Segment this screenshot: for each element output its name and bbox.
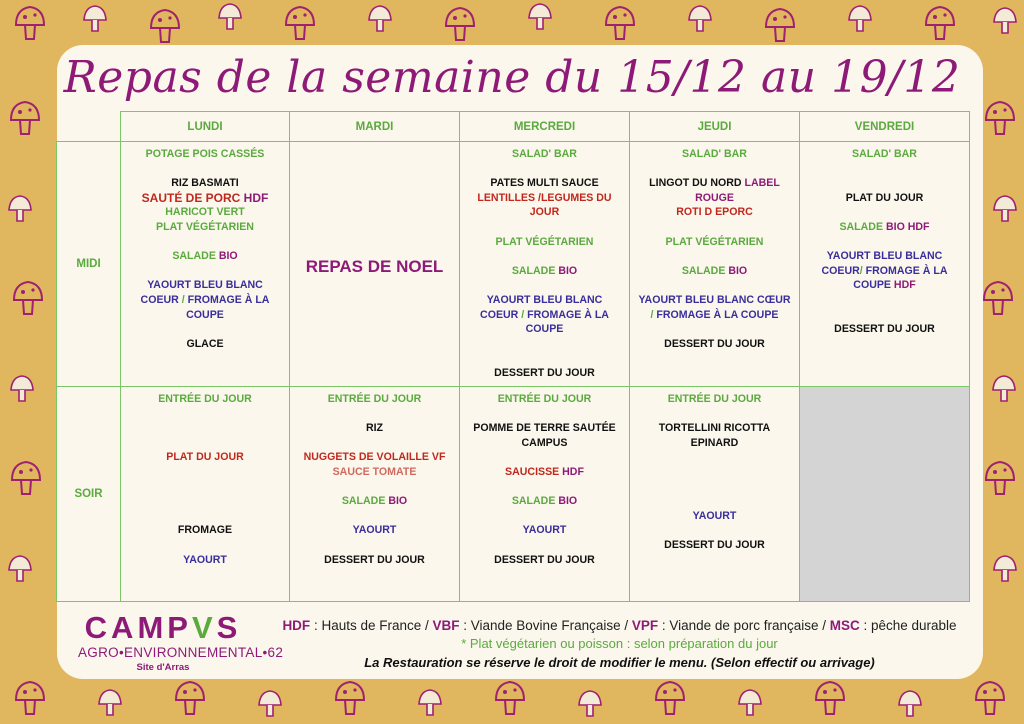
menu-item: [630, 322, 799, 337]
menu-item: [290, 436, 459, 451]
menu-item: PLAT DU JOUR: [166, 451, 244, 464]
menu-item: [290, 509, 459, 524]
menu-item: [121, 235, 289, 250]
menu-item: YAOURT BLEU BLANC: [486, 293, 603, 306]
menu-item: PLAT VÉGÉTARIEN: [156, 220, 254, 233]
menu-item: [460, 480, 629, 495]
menu-item: YAOURT: [692, 509, 737, 522]
menu-item: [800, 176, 969, 191]
day-header-vendredi: VENDREDI: [800, 112, 970, 142]
day-header-row: [57, 112, 970, 142]
menu-item: SAUCE TOMATE: [332, 465, 417, 478]
menu-cell-midi-mardi: [290, 142, 460, 387]
menu-item: SALADE BIO: [511, 495, 578, 508]
menu-item: [290, 407, 459, 422]
menu-item: SALAD' BAR: [512, 148, 577, 160]
menu-cell-soir-mercredi: [460, 387, 630, 602]
menu-item: SALADE BIO: [341, 495, 408, 508]
menu-item: [460, 220, 629, 235]
menu-item: DESSERT DU JOUR: [664, 538, 765, 551]
menu-item: [630, 465, 799, 480]
menu-item: DESSERT DU JOUR: [494, 366, 595, 379]
menu-item: JOUR: [529, 206, 560, 219]
day-header-lundi: LUNDI: [121, 112, 290, 142]
menu-item: LINGOT DU NORD LABEL: [649, 177, 780, 190]
menu-cell-soir-lundi: [121, 387, 290, 602]
menu-item: ENTRÉE DU JOUR: [327, 393, 422, 405]
menu-item: SALAD' BAR: [682, 148, 747, 160]
menu-item: TORTELLINI RICOTTA: [658, 422, 771, 435]
menu-item: EPINARD: [690, 436, 739, 449]
menu-item: [800, 308, 969, 323]
menu-item: YAOURT BLEU BLANC: [147, 279, 263, 292]
menu-item: YAOURT BLEU BLANC: [826, 250, 943, 263]
menu-item: CAMPUS: [521, 436, 568, 449]
menu-item: PLAT DU JOUR: [845, 191, 924, 204]
menu-item: COEUR/ FROMAGE À LA: [821, 264, 948, 277]
menu-item: PATES MULTI SAUCE: [490, 177, 599, 190]
menu-item: [460, 538, 629, 553]
menu-item: [290, 480, 459, 495]
menu-item: [460, 337, 629, 352]
menu-item: RIZ: [365, 422, 384, 435]
legend-disclaimer: La Restauration se réserve le droit de modifier le menu. (Selon effectif ou arrivage): [364, 655, 875, 670]
menu-item: [121, 465, 289, 480]
menu-item: [121, 264, 289, 279]
menu-cell-soir-vendredi: [800, 387, 970, 602]
menu-item: COUPE: [186, 308, 224, 321]
menu-cell-midi-mercredi: [460, 142, 630, 387]
menu-item: HARICOT VERT: [165, 206, 245, 219]
menu-item: SALADE BIO: [172, 250, 238, 263]
menu-item: [630, 450, 799, 465]
legend: [252, 618, 987, 670]
menu-item: [121, 407, 289, 422]
menu-item: / FROMAGE À LA COUPE: [650, 308, 779, 321]
menu-item: GLACE: [186, 337, 224, 350]
menu-item: YAOURT BLEU BLANC CŒUR: [638, 293, 791, 306]
menu-item: SAUCISSE HDF: [505, 465, 584, 478]
menu-cell-midi-vendredi: [800, 142, 970, 387]
christmas-meal-label: REPAS DE NOEL: [305, 256, 444, 276]
corner-cell: [57, 112, 121, 142]
menu-item: [630, 407, 799, 422]
weekly-menu-table: [56, 111, 970, 602]
menu-item: [121, 436, 289, 451]
menu-item: [630, 249, 799, 264]
day-header-mercredi: MERCREDI: [460, 112, 630, 142]
menu-item: YAOURT: [522, 524, 567, 537]
menu-item: COEUR / FROMAGE À LA: [140, 293, 270, 306]
menu-item: ROTI D EPORC: [676, 206, 753, 219]
menu-item: POTAGE POIS CASSÉS: [145, 148, 265, 160]
legend-abbreviations: HDF : Hauts de France / VBF : Viande Bovine Française / VPF : Viande de porc française / MSC : pêche durable: [282, 618, 957, 633]
menu-item: [630, 162, 799, 177]
menu-item: [460, 450, 629, 465]
campus-logo: [78, 610, 284, 673]
menu-item: [630, 523, 799, 538]
menu-item: SALADE BIO HDF: [839, 220, 930, 233]
menu-item: ROUGE: [695, 191, 734, 204]
menu-item: ENTRÉE DU JOUR: [158, 393, 252, 405]
menu-item: [290, 538, 459, 553]
menu-item: COEUR / FROMAGE À LA: [480, 308, 609, 321]
menu-item: ENTRÉE DU JOUR: [667, 393, 762, 405]
menu-item: [121, 322, 289, 337]
menu-item: SAUTÉ DE PORC HDF: [141, 190, 269, 205]
legend-vegetarian-note: * Plat végétarien ou poisson : selon préparation du jour: [461, 636, 778, 651]
menu-item: PLAT VÉGÉTARIEN: [495, 235, 594, 248]
menu-item: [800, 293, 969, 308]
meal-row-midi: [57, 142, 970, 387]
menu-item: [800, 235, 969, 250]
menu-item: DESSERT DU JOUR: [664, 337, 765, 350]
menu-item: [800, 205, 969, 220]
menu-item: [121, 421, 289, 436]
menu-item: COUPE: [525, 323, 564, 336]
menu-item: DESSERT DU JOUR: [324, 553, 425, 566]
menu-item: [121, 480, 289, 495]
menu-item: DESSERT DU JOUR: [494, 553, 595, 566]
menu-item: [121, 162, 289, 177]
day-header-mardi: MARDI: [290, 112, 460, 142]
logo-subtitle: AGRO•ENVIRONNEMENTAL•62: [78, 645, 284, 660]
meal-row-soir: [57, 387, 970, 602]
menu-cell-midi-lundi: [121, 142, 290, 387]
menu-cell-midi-jeudi: [630, 142, 800, 387]
menu-item: SALADE BIO: [511, 264, 578, 277]
menu-item: [460, 509, 629, 524]
menu-item: [630, 278, 799, 293]
menu-item: LENTILLES /LEGUMES DU: [477, 191, 612, 204]
menu-item: [460, 351, 629, 366]
menu-item: [460, 249, 629, 264]
logo-wordmark: CAMPVS: [84, 610, 242, 645]
menu-item: [630, 494, 799, 509]
menu-item: [121, 509, 289, 524]
menu-item: [460, 407, 629, 422]
menu-item: [460, 162, 629, 177]
menu-cell-soir-jeudi: [630, 387, 800, 602]
menu-item: SALAD' BAR: [852, 148, 917, 160]
menu-item: [460, 278, 629, 293]
logo-site: Site d'Arras: [136, 662, 190, 673]
menu-item: YAOURT: [183, 553, 227, 566]
menu-item: [121, 494, 289, 509]
menu-item: DESSERT DU JOUR: [834, 323, 935, 336]
menu-item: [630, 220, 799, 235]
menu-item: POMME DE TERRE SAUTÉE: [473, 422, 616, 435]
menu-item: [121, 538, 289, 553]
day-header-jeudi: JEUDI: [630, 112, 800, 142]
menu-item: FROMAGE: [177, 524, 233, 537]
menu-item: [630, 480, 799, 495]
menu-item: RIZ BASMATI: [171, 177, 239, 190]
menu-item: SALADE BIO: [681, 264, 748, 277]
menu-item: COUPE HDF: [853, 279, 916, 292]
meal-label-midi: MIDI: [57, 142, 121, 387]
meal-label-soir: SOIR: [57, 387, 121, 602]
menu-cell-soir-mardi: [290, 387, 460, 602]
menu-item: NUGGETS DE VOLAILLE VF: [303, 451, 446, 464]
menu-item: PLAT VÉGÉTARIEN: [665, 235, 764, 248]
page-title: Repas de la semaine du 15/12 au 19/12: [63, 52, 961, 103]
menu-item: YAOURT: [352, 524, 397, 537]
menu-item: [800, 162, 969, 177]
menu-item: ENTRÉE DU JOUR: [497, 393, 592, 405]
